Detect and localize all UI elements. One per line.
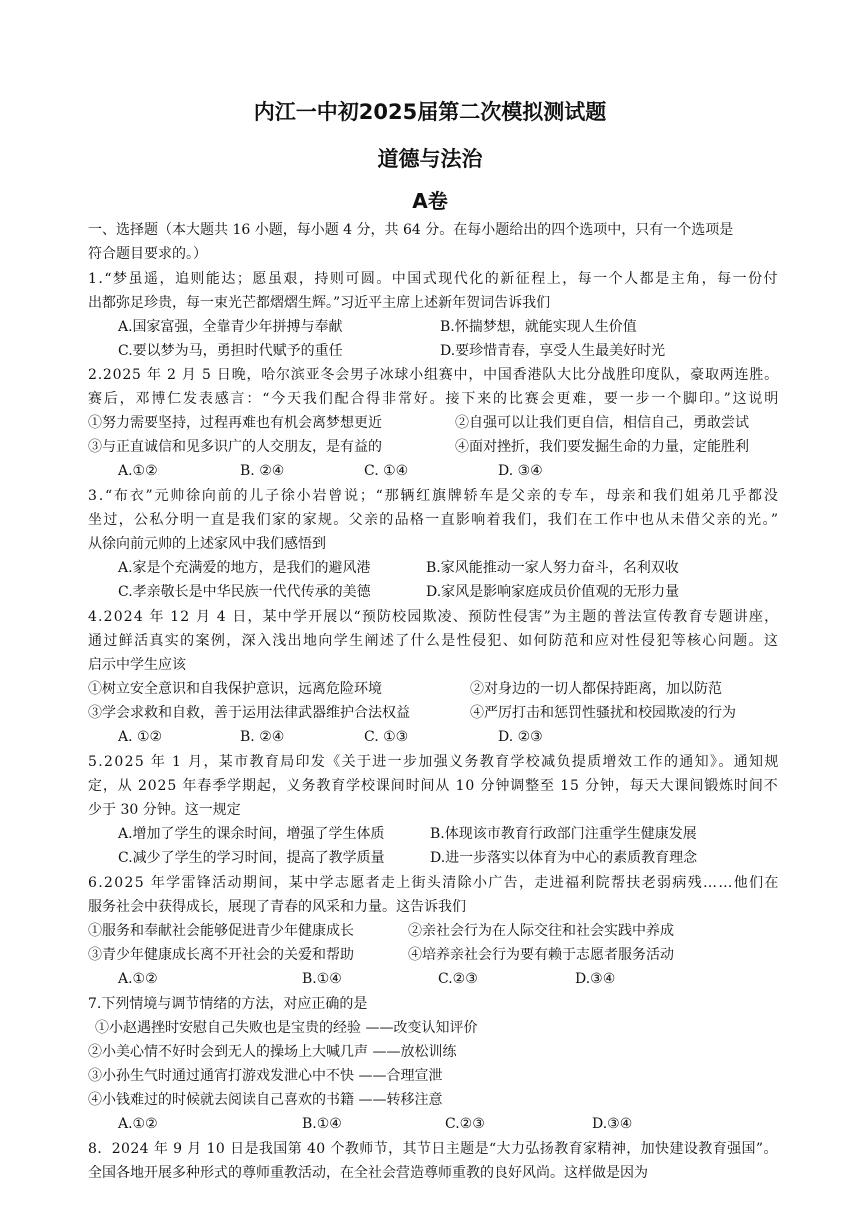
text-line: A.增加了学生的课余时间，增强了学生体质 — [118, 826, 385, 842]
text-line: D.进一步落实以体育为中心的素质教育理念 — [430, 850, 698, 866]
text-line: 定，从 2025 年春季学期起，义务教育学校课间时间从 10 分钟调整至 15 分钟，每天大课间锻炼时间不 — [88, 778, 779, 794]
text-line: 5.2025 年 1 月，某市教育局印发《关于进一步加强义务教育学校减负提质增效工作的通知》。通知规 — [88, 754, 780, 770]
text-line: 通过鲜活真实的案例，深入浅出地向学生阐述了什么是性侵犯、如何防范和应对性侵犯等核心问题。这 — [88, 633, 780, 649]
text-line: 出都弥足珍贵，每一束光芒都熠熠生辉。”习近平主席上述新年贺词告诉我们 — [88, 295, 551, 311]
text-line: C.②③ — [445, 1116, 485, 1132]
text-line: A.①② — [118, 463, 158, 479]
text-line: D.要珍惜青春，享受人生最美好时光 — [440, 343, 666, 359]
text-line: A.①② — [118, 971, 158, 987]
text-line: ③青少年健康成长离不开社会的关爱和帮助 — [88, 947, 354, 963]
text-line: C.要以梦为马，勇担时代赋予的重任 — [118, 343, 343, 359]
text-line: 1.“梦虽遥，追则能达；愿虽艰，持则可圆。中国式现代化的新征程上，每一个人都是主角，每一份付 — [88, 271, 780, 287]
text-line: B.①④ — [302, 1116, 342, 1132]
text-line: B.体现该市教育行政部门注重学生健康发展 — [430, 826, 697, 842]
text-line: 少于 30 分钟。这一规定 — [88, 802, 241, 818]
text-line: ②自强可以让我们更自信，相信自己，勇敢尝试 — [455, 415, 749, 431]
text-line: 4.2024 年 12 月 4 日，某中学开展以“预防校园欺凌、预防性侵害”为主题的普法宣传教育专题讲座， — [88, 609, 780, 625]
text-line: 3.“布衣”元帅徐向前的儿子徐小岩曾说；“那辆红旗牌轿车是父亲的专车，母亲和我们姐弟几乎都没 — [88, 488, 780, 504]
text-line: 坐过，公私分明一直是我们家的家规。父亲的品格一直影响着我们，我们在工作中也从未借父亲的光。” — [88, 512, 780, 528]
text-line: 全国各地开展多种形式的尊师重教活动，在全社会营造尊师重教的良好风尚。这样做是因为 — [88, 1165, 648, 1181]
text-line: ③小孙生气时通过通宵打游戏发泄心中不快 ——合理宣泄 — [88, 1068, 443, 1084]
text-line: A.①② — [118, 1116, 158, 1132]
text-line: 赛后，邓博仁发表感言：“今天我们配合得非常好。接下来的比赛会更难，要一步一个脚印。”这说明 — [88, 391, 781, 407]
text-line: C. ①④ — [364, 463, 409, 479]
text-line: B. ②④ — [240, 463, 285, 479]
text-line: ①小赵遇挫时安慰自己失败也是宝贵的经验 ——改变认知评价 — [95, 1020, 478, 1036]
text-line: 2.2025 年 2 月 5 日晚，哈尔滨亚冬会男子冰球小组赛中，中国香港队大比分战胜印度队，豪取两连胜。 — [88, 367, 779, 383]
text-line: B.怀揣梦想，就能实现人生价值 — [440, 319, 637, 335]
text-line: ③学会求救和自救，善于运用法律武器维护合法权益 — [88, 705, 410, 721]
text-line: 服务社会中获得成长，展现了青春的风采和力量。这告诉我们 — [88, 899, 466, 915]
text-line: 一、选择题（本大题共 16 小题，每小题 4 分，共 64 分。在每小题给出的四个选项中，只有一个选项是 — [88, 222, 734, 238]
text-line: D.③④ — [592, 1116, 633, 1132]
text-line: ④培养亲社会行为要有赖于志愿者服务活动 — [408, 947, 674, 963]
text-line: 启示中学生应该 — [88, 657, 186, 673]
text-line: ④面对挫折，我们要发掘生命的力量，定能胜利 — [455, 439, 749, 455]
text-line: 8．2024 年 9 月 10 日是我国第 40 个教师节，其节日主题是“大力弘扬教育家精神，加快建设教育强国”。 — [88, 1141, 778, 1157]
subject-title: 道德与法治 — [377, 147, 483, 171]
text-line: D. ③④ — [498, 463, 543, 479]
exam-title: 内江一中初2025届第二次模拟测试题 — [253, 100, 607, 124]
volume-title: A卷 — [412, 189, 448, 213]
text-line: A.国家富强，全靠青少年拼搏与奉献 — [118, 319, 343, 335]
text-line: C. ①③ — [364, 729, 409, 745]
text-line: A.家是个充满爱的地方，是我们的避风港 — [118, 560, 371, 576]
text-line: A. ①② — [118, 729, 163, 745]
text-line: ②对身边的一切人都保持距离，加以防范 — [470, 681, 722, 697]
text-line: 从徐向前元帅的上述家风中我们感悟到 — [88, 536, 326, 552]
text-line: ①服务和奉献社会能够促进青少年健康成长 — [88, 923, 354, 939]
text-line: D. ②③ — [498, 729, 543, 745]
text-line: 7.下列情境与调节情绪的方法，对应正确的是 — [88, 996, 368, 1012]
text-line: 6.2025 年学雷锋活动期间，某中学志愿者走上街头清除小广告，走进福利院帮扶老弱病残……他们在 — [88, 875, 780, 891]
text-line: B. ②④ — [240, 729, 285, 745]
text-line: B.①④ — [302, 971, 342, 987]
text-line: ①努力需要坚持，过程再难也有机会离梦想更近 — [88, 415, 382, 431]
text-line: C.孝亲敬长是中华民族一代代传承的美德 — [118, 584, 371, 600]
text-line: ②小美心情不好时会到无人的操场上大喊几声 ——放松训练 — [88, 1044, 457, 1060]
text-line: B.家风能推动一家人努力奋斗，名利双收 — [426, 560, 679, 576]
text-line: D.家风是影响家庭成员价值观的无形力量 — [426, 584, 680, 600]
text-line: C.减少了学生的学习时间，提高了教学质量 — [118, 850, 385, 866]
text-line: ④严厉打击和惩罚性骚扰和校园欺凌的行为 — [470, 705, 736, 721]
text-line: ②亲社会行为在人际交往和社会实践中养成 — [408, 923, 674, 939]
text-line: ④小钱难过的时候就去阅读自己喜欢的书籍 ——转移注意 — [88, 1092, 443, 1108]
text-line: C.②③ — [438, 971, 478, 987]
text-line: ①树立安全意识和自我保护意识，远离危险环境 — [88, 681, 382, 697]
text-line: 符合题目要求的。） — [88, 246, 207, 262]
text-line: D.③④ — [575, 971, 616, 987]
text-line: ③与正直诚信和见多识广的人交朋友，是有益的 — [88, 439, 382, 455]
